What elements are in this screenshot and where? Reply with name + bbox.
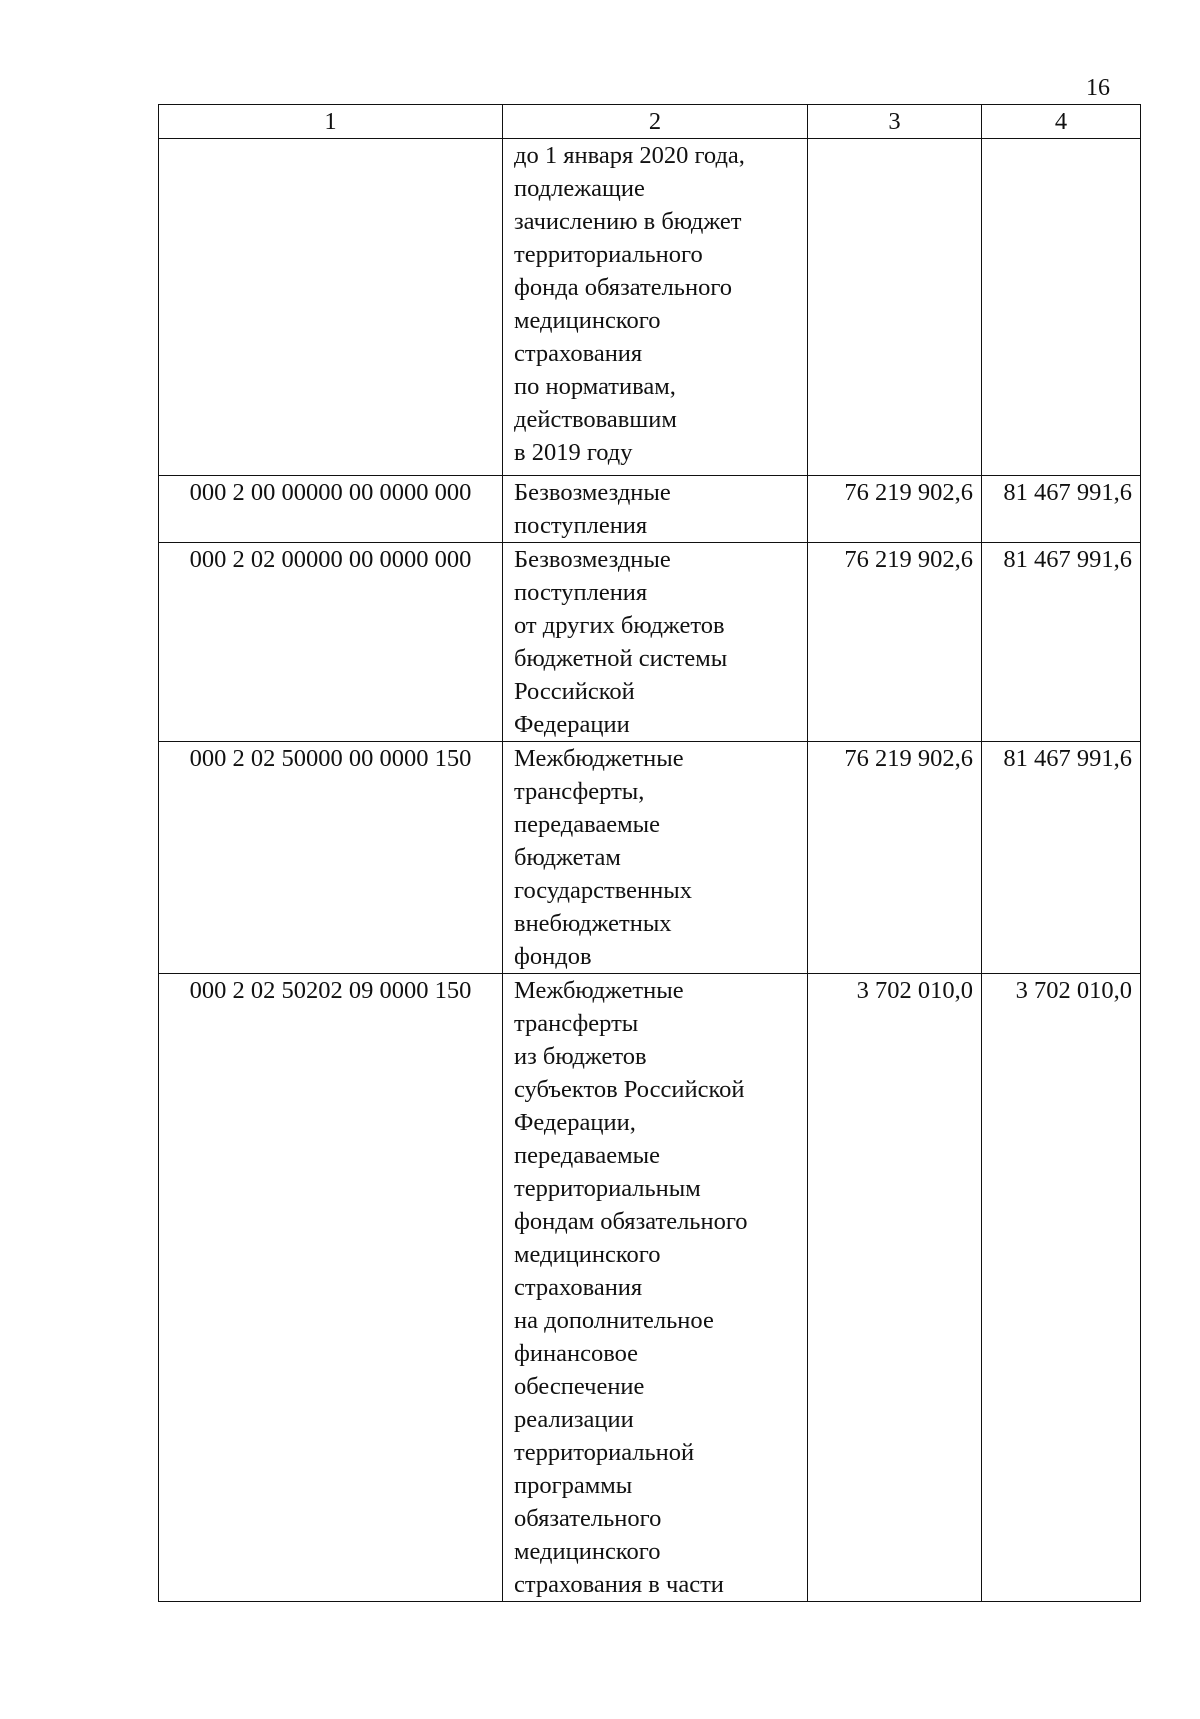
revenue-name-line: поступления [514, 512, 648, 539]
revenue-name-line: территориальным [514, 1175, 701, 1202]
revenue-name-line: в 2019 году [514, 439, 633, 466]
revenue-name-line: бюджетам [514, 844, 621, 871]
revenue-name-line: трансферты [514, 1010, 639, 1037]
budget-revenue-table [158, 104, 1141, 1602]
revenue-name-cell [503, 476, 808, 543]
revenue-name-line: обязательного [514, 1505, 662, 1532]
page-number: 16 [1086, 75, 1110, 101]
revenue-name-line: реализации [514, 1406, 634, 1433]
revenue-name-line: Межбюджетные [514, 745, 684, 772]
revenue-name-line: Межбюджетные [514, 977, 684, 1004]
budget-code-cell: 000 2 02 50202 09 0000 150 [159, 974, 503, 1602]
amount-column-3-cell: 76 219 902,6 [808, 543, 982, 742]
revenue-name-line: Федерации [514, 711, 630, 738]
revenue-name-line: внебюджетных [514, 910, 672, 937]
revenue-name-cell [503, 139, 808, 476]
table-body [159, 139, 1141, 1602]
table-row [159, 543, 1141, 742]
revenue-name-line: от других бюджетов [514, 612, 725, 639]
revenue-name-line: бюджетной системы [514, 645, 728, 672]
table-row [159, 476, 1141, 543]
amount-column-3-cell: 76 219 902,6 [808, 476, 982, 543]
revenue-name-cell [503, 543, 808, 742]
revenue-name-line: субъектов Российской [514, 1076, 745, 1103]
column-header-2: 2 [503, 105, 808, 139]
revenue-name-line: передаваемые [514, 1142, 660, 1169]
revenue-name-line: на дополнительное [514, 1307, 714, 1334]
table-row [159, 139, 1141, 476]
budget-code-cell: 000 2 02 50000 00 0000 150 [159, 742, 503, 974]
amount-column-4-cell: 81 467 991,6 [982, 543, 1141, 742]
revenue-name-line: трансферты, [514, 778, 645, 805]
revenue-name-line: государственных [514, 877, 692, 904]
revenue-name-line: финансовое [514, 1340, 639, 1367]
budget-code-cell: 000 2 02 00000 00 0000 000 [159, 543, 503, 742]
budget-code-cell: 000 2 00 00000 00 0000 000 [159, 476, 503, 543]
table-header-row [159, 105, 1141, 139]
column-header-3: 3 [808, 105, 982, 139]
amount-column-4-cell [982, 139, 1141, 476]
revenue-name-line: фондов [514, 943, 592, 970]
revenue-name-line: фондам обязательного [514, 1208, 748, 1235]
revenue-name-cell [503, 974, 808, 1602]
revenue-name-line: подлежащие [514, 175, 645, 202]
revenue-name-line: Российской [514, 678, 635, 705]
revenue-name-line: страхования [514, 1274, 643, 1301]
revenue-name-line: по нормативам, [514, 373, 676, 400]
revenue-name-line: фонда обязательного [514, 274, 733, 301]
revenue-name-line: передаваемые [514, 811, 660, 838]
revenue-name-line: страхования [514, 340, 643, 367]
revenue-name-line: Безвозмездные [514, 479, 671, 506]
revenue-name-line: программы [514, 1472, 633, 1499]
amount-column-3-cell [808, 139, 982, 476]
column-header-4: 4 [982, 105, 1141, 139]
revenue-name-line: территориального [514, 241, 703, 268]
revenue-name-line: из бюджетов [514, 1043, 647, 1070]
revenue-name-line: Федерации, [514, 1109, 636, 1136]
amount-column-4-cell: 81 467 991,6 [982, 742, 1141, 974]
column-header-1: 1 [159, 105, 503, 139]
revenue-name-line: медицинского [514, 307, 661, 334]
table-row [159, 974, 1141, 1602]
revenue-name-line: действовавшим [514, 406, 677, 433]
revenue-name-line: страхования в части [514, 1571, 724, 1598]
budget-code-cell [159, 139, 503, 476]
amount-column-4-cell: 81 467 991,6 [982, 476, 1141, 543]
table-row [159, 742, 1141, 974]
amount-column-4-cell: 3 702 010,0 [982, 974, 1141, 1602]
revenue-name-line: обеспечение [514, 1373, 645, 1400]
revenue-name-line: зачислению в бюджет [514, 208, 742, 235]
amount-column-3-cell: 76 219 902,6 [808, 742, 982, 974]
revenue-name-line: территориальной [514, 1439, 695, 1466]
revenue-name-line: поступления [514, 579, 648, 606]
revenue-name-cell [503, 742, 808, 974]
revenue-name-line: медицинского [514, 1538, 661, 1565]
revenue-name-line: до 1 января 2020 года, [514, 142, 745, 169]
revenue-name-line: Безвозмездные [514, 546, 671, 573]
amount-column-3-cell: 3 702 010,0 [808, 974, 982, 1602]
revenue-name-line: медицинского [514, 1241, 661, 1268]
